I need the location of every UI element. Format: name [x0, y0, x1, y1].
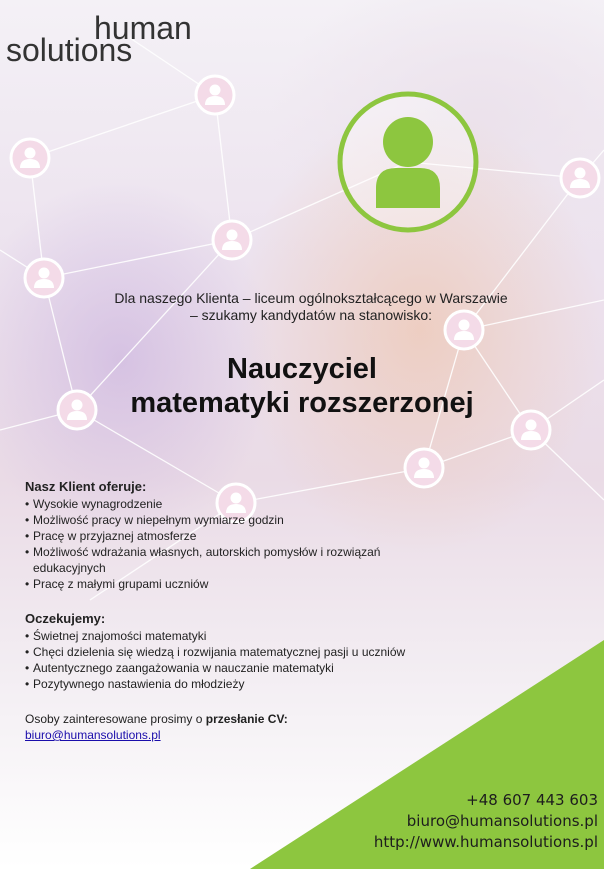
list-item: • Świetnej znajomości matematyki — [25, 628, 475, 644]
list-item: • Chęci dzielenia się wiedzą i rozwijania matematycznej pasji u uczniów — [25, 644, 475, 660]
person-node-icon — [561, 159, 599, 197]
contact-text: Osoby zainteresowane prosimy o — [25, 712, 206, 726]
offer-section — [25, 478, 475, 592]
company-logo — [6, 8, 216, 66]
footer-phone: +48 607 443 603 — [466, 791, 598, 809]
list-item: • Pracę w przyjaznej atmosferze — [25, 528, 475, 544]
email-link[interactable]: biuro@humansolutions.pl — [25, 728, 161, 742]
person-node-icon — [11, 139, 49, 177]
list-item: • Możliwość wdrażania własnych, autorskich pomysłów i rozwiązań edukacyjnych — [25, 544, 453, 576]
offer-heading: Nasz Klient oferuje: — [25, 479, 147, 494]
expectations-section — [25, 610, 475, 692]
footer-contact — [374, 790, 598, 853]
contact-bold-text: przesłanie CV: — [205, 712, 288, 726]
list-item: • Autentycznego zaangażowania w nauczanie matematyki — [25, 660, 475, 676]
footer-website: http://www.humansolutions.pl — [373, 833, 598, 851]
person-node-icon — [196, 76, 234, 114]
person-node-icon — [213, 221, 251, 259]
expectations-list — [25, 628, 475, 692]
intro-line-1: Dla naszego Klienta – liceum ogólnokształcącego w Warszawie — [114, 290, 508, 306]
list-item: • Pozytywnego nastawienia do młodzieży — [25, 676, 475, 692]
list-item: • Wysokie wynagrodzenie — [25, 496, 475, 512]
list-item: • Możliwość pracy w niepełnym wymiarze godzin — [25, 512, 475, 528]
intro-text — [92, 290, 530, 324]
contact-instructions — [25, 712, 288, 726]
expectations-heading: Oczekujemy: — [25, 611, 106, 626]
logo-human-text: human — [94, 10, 192, 46]
job-title-line-2: matematyki rozszerzonej — [130, 387, 474, 419]
job-title — [60, 352, 544, 420]
footer-email: biuro@humansolutions.pl — [406, 812, 598, 830]
featured-person-icon — [340, 94, 476, 230]
list-item: • Pracę z małymi grupami uczniów — [25, 576, 475, 592]
offer-list — [25, 496, 475, 592]
intro-line-2: – szukamy kandydatów na stanowisko: — [189, 307, 432, 323]
job-title-line-1: Nauczyciel — [227, 353, 377, 385]
logo-solutions-text: solutions — [6, 32, 133, 68]
person-node-icon — [25, 259, 63, 297]
